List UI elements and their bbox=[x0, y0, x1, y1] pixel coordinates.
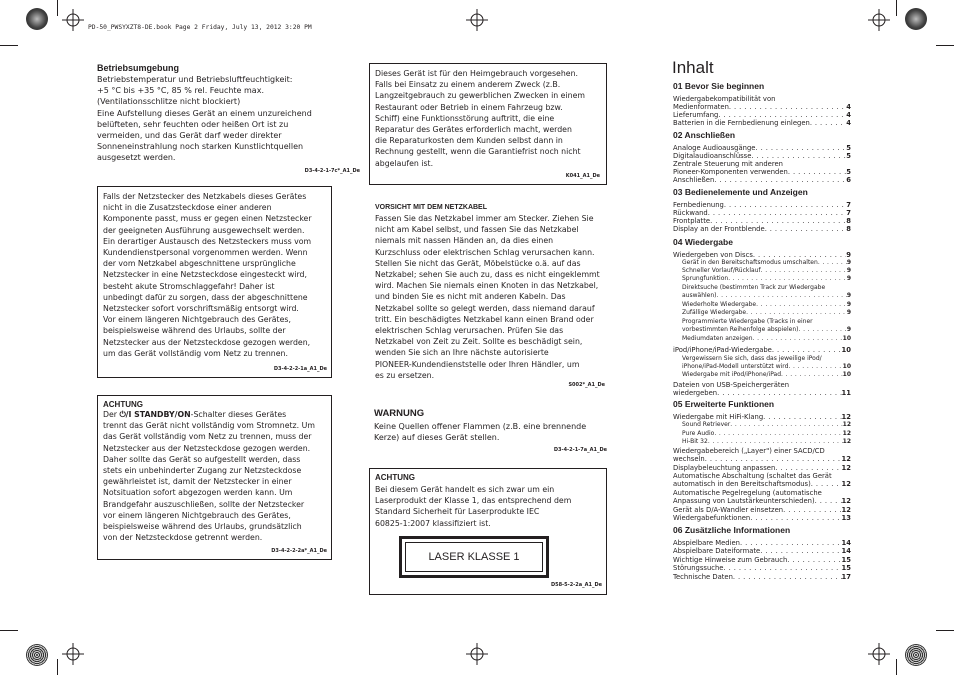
crop-tick bbox=[936, 630, 954, 631]
text-line: Netzstecker aus der Netzsteckdose gezogen werden, bbox=[103, 337, 311, 347]
toc-entry-label: Wiedergabe mit HiFi-Klang bbox=[673, 413, 764, 421]
text-line: Schiff) eine Funktionsstörung auftritt, die eine bbox=[375, 113, 555, 123]
toc-entry[interactable]: Wiedergabekompatibilität von bbox=[673, 95, 776, 103]
toc-leader bbox=[730, 421, 842, 429]
toc-entry[interactable] bbox=[673, 103, 851, 111]
text-line: beispielsweise während des Urlaubs, sollte der bbox=[103, 326, 286, 336]
crop-tick bbox=[57, 0, 58, 16]
text-line: (Ventilationsschlitze nicht blockiert) bbox=[97, 97, 241, 107]
registration-mark-top-left bbox=[62, 9, 84, 31]
toc-entry[interactable] bbox=[673, 539, 851, 547]
crop-tick bbox=[896, 0, 897, 16]
crosshair-icon bbox=[868, 9, 890, 31]
toc-entry-label: wiedergeben bbox=[673, 389, 718, 397]
toc-entry[interactable] bbox=[673, 506, 851, 514]
toc-entry-label: Technische Daten bbox=[673, 573, 733, 581]
text-fragment: -Schalter dieses Gerätes bbox=[190, 410, 287, 419]
text-line: Netzkabel von Zeit zu Zeit. Sollte es beschädigt sein, bbox=[375, 337, 583, 347]
file-header: PD-50_PWSYXZT8-DE.book Page 2 Friday, July 13, 2012 3:20 PM bbox=[88, 24, 312, 31]
toc-page: 12 bbox=[842, 430, 851, 437]
toc-page: 8 bbox=[846, 217, 851, 225]
toc-entry[interactable] bbox=[673, 144, 851, 152]
text-line: Komponente passt, muss er gegen einen Netzstecker bbox=[103, 214, 312, 224]
toc-entry[interactable] bbox=[673, 209, 851, 217]
stecker-code: D3-4-2-2-1a_A1_De bbox=[273, 366, 327, 372]
toc-entry[interactable]: Dateien von USB-Speichergeräten bbox=[673, 381, 790, 389]
toc-page: 10 bbox=[841, 346, 851, 354]
text-line: Rechnung gestellt, wenn die Garantiefrist noch nicht bbox=[375, 147, 581, 157]
toc-entry[interactable] bbox=[673, 217, 851, 225]
toc-entry[interactable] bbox=[673, 346, 851, 354]
crosshair-icon bbox=[466, 9, 488, 31]
toc-leader bbox=[755, 144, 846, 152]
toc-page: 9 bbox=[846, 309, 851, 316]
toc-entry[interactable] bbox=[682, 267, 851, 275]
text-line: nicht am Kabel selbst, und fassen Sie das Netzkabel bbox=[375, 225, 579, 235]
toc-section-06[interactable]: 06 Zusätzliche Informationen bbox=[673, 525, 791, 535]
text-line: gewährleistet ist, damit der Netzstecker in einer bbox=[103, 477, 292, 487]
toc-entry-label: Mediumdaten anzeigen bbox=[682, 335, 753, 342]
toc-entry[interactable]: Vergewissern Sie sich, dass das jeweilige iPod/ bbox=[682, 355, 822, 362]
text-line: besteht akute Stromschlaggefahr! Daher ist bbox=[103, 281, 275, 291]
toc-page: 12 bbox=[841, 455, 851, 463]
text-fragment: Der bbox=[103, 410, 120, 419]
toc-page: 8 bbox=[846, 225, 851, 233]
achtung-body bbox=[103, 409, 315, 543]
toc-entry[interactable] bbox=[673, 547, 851, 555]
text-line: tritt. Ein beschädigtes Netzkabel kann einen Brand oder bbox=[375, 314, 594, 324]
toc-entry[interactable] bbox=[682, 371, 851, 379]
toc-page: 15 bbox=[841, 556, 851, 564]
achtung-code: D3-4-2-2-2a*_A1_De bbox=[271, 548, 327, 554]
toc-page: 9 bbox=[846, 292, 851, 299]
warnung-code: D3-4-2-1-7a_A1_De bbox=[553, 447, 607, 453]
toc-entry-label: Abspielbare Dateiformate bbox=[673, 547, 761, 555]
toc-page: 9 bbox=[846, 259, 851, 266]
toc-page: 6 bbox=[846, 176, 851, 184]
toc-leader bbox=[708, 438, 843, 446]
toc-page: 12 bbox=[841, 480, 851, 488]
toc-leader bbox=[783, 506, 841, 514]
toc-entry[interactable] bbox=[682, 363, 851, 371]
toc-leader bbox=[718, 111, 846, 119]
toc-entry[interactable] bbox=[682, 259, 851, 267]
laser-heading: ACHTUNG bbox=[375, 473, 415, 482]
toc-leader bbox=[781, 371, 843, 379]
laser-class-label-inner bbox=[405, 542, 543, 572]
text-line: elektrischen Schlag verursachen. Prüfen Sie das bbox=[375, 326, 564, 336]
toc-section-05[interactable]: 05 Erweiterte Funktionen bbox=[673, 399, 775, 409]
toc-entry-label: Wiederholte Wiedergabe bbox=[682, 301, 757, 308]
toc-section-03[interactable]: 03 Bedienelemente und Anzeigen bbox=[673, 187, 808, 197]
toc-section-02[interactable]: 02 Anschließen bbox=[673, 130, 736, 140]
toc-leader bbox=[740, 539, 842, 547]
crop-tick bbox=[57, 659, 58, 675]
toc-page: 14 bbox=[841, 539, 851, 547]
text-line: Kurzschluss oder elektrischen Schlag verursachen kann. bbox=[375, 247, 595, 257]
toc-page: 5 bbox=[846, 168, 851, 176]
toc-entry-label: Wiedergeben von Discs bbox=[673, 251, 753, 259]
toc-leader bbox=[714, 176, 846, 184]
toc-page: 4 bbox=[846, 119, 851, 127]
text-line: abgelaufen ist. bbox=[375, 158, 434, 168]
toc-entry-label: Anschließen bbox=[673, 176, 715, 184]
text-line: Sonneneinstrahlung noch starken Kunstlichtquellen bbox=[97, 142, 304, 152]
toc-entry-label: Gerät als D/A-Wandler einsetzen bbox=[673, 506, 784, 514]
toc-section-01[interactable]: 01 Bevor Sie beginnen bbox=[673, 81, 765, 91]
toc-entry[interactable] bbox=[682, 421, 851, 429]
toc-entry[interactable] bbox=[673, 176, 851, 184]
toc-page: 7 bbox=[846, 201, 851, 209]
toc-entry-label: wechseln bbox=[673, 455, 705, 463]
toc-entry[interactable] bbox=[673, 119, 851, 127]
warnung-body bbox=[374, 421, 586, 443]
toc-entry[interactable]: Automatische Abschaltung (schaltet das Gerät bbox=[673, 472, 832, 480]
toc-leader bbox=[798, 326, 846, 334]
toc-entry-label: Sprungfunktion bbox=[682, 275, 729, 282]
toc-entry-label: Wichtige Hinweise zum Gebrauch bbox=[673, 556, 788, 564]
toc-page: 5 bbox=[846, 144, 851, 152]
toc-leader bbox=[746, 309, 847, 317]
text-line: Falls der Netzstecker des Netzkabels dieses Gerätes bbox=[103, 192, 307, 201]
text-line: das Gerät vollständig vom Netz zu trennen, muss der bbox=[103, 432, 312, 442]
text-line: die Reparaturkosten dem Kunden selbst dann in bbox=[375, 136, 563, 146]
toc-entry[interactable]: Automatische Pegelregelung (automatische bbox=[673, 489, 822, 497]
toc-leader bbox=[811, 480, 842, 488]
text-line: 60825-1:2007 klassifiziert ist. bbox=[375, 518, 491, 528]
text-line bbox=[103, 409, 315, 420]
toc-entry[interactable] bbox=[682, 275, 851, 283]
toc-leader bbox=[751, 152, 846, 160]
toc-entry-label: Medienformaten bbox=[673, 103, 729, 111]
toc-page: 12 bbox=[841, 497, 851, 505]
text-line: Restaurant oder Betrieb in einem Fahrzeug bzw. bbox=[375, 102, 563, 112]
crop-tick bbox=[896, 659, 897, 675]
toc-entry[interactable]: Wiedergabebereich („Layer") einer SACD/CD bbox=[673, 447, 825, 455]
text-line: es zu ersetzen. bbox=[375, 370, 435, 380]
toc-page: 9 bbox=[846, 326, 851, 333]
toc-page: 10 bbox=[842, 371, 851, 378]
text-line: vor einem längeren Nichtgebrauch des Gerätes, bbox=[103, 510, 291, 520]
text-line: Netzstecker in eine Netzsteckdose eingesteckt wird, bbox=[103, 270, 307, 280]
text-line: Stellen Sie nicht das Gerät, Möbelstücke o.ä. auf das bbox=[375, 258, 581, 268]
text-line: und binden Sie es nicht mit anderen Kabeln. Das bbox=[375, 292, 566, 302]
text-line: Langzeitgebrauch zu gewerblichen Zwecken in einem bbox=[375, 91, 585, 101]
toc-entry-label: Anpassung von Lautstärkeunterschieden) bbox=[673, 497, 815, 505]
color-swatch-bottom-left bbox=[26, 644, 48, 666]
toc-entry[interactable]: Zentrale Steuerung mit anderen bbox=[673, 160, 783, 168]
toc-page: 12 bbox=[842, 421, 851, 428]
toc-leader bbox=[705, 455, 842, 463]
text-line: belüfteten, sehr feuchten oder heißen Ort ist zu bbox=[97, 119, 289, 129]
text-line: niemals mit nassen Händen an, da dies einen bbox=[375, 236, 554, 246]
text-line: Eine Aufstellung dieses Gerät an einem unzureichend bbox=[97, 108, 312, 118]
toc-page: 5 bbox=[846, 152, 851, 160]
toc-entry-label: Lieferumfang bbox=[673, 111, 719, 119]
toc-leader bbox=[708, 209, 847, 217]
laser-body bbox=[375, 484, 571, 529]
toc-entry[interactable] bbox=[673, 573, 851, 581]
text-line: Fassen Sie das Netzkabel immer am Stecker. Ziehen Sie bbox=[375, 214, 594, 223]
toc-page: 15 bbox=[841, 564, 851, 572]
toc-page: 9 bbox=[846, 267, 851, 274]
text-line: Kundendienstpersonal vorgenommen werden. Wenn bbox=[103, 248, 308, 258]
toc-page: 13 bbox=[841, 514, 851, 522]
text-line: unbedingt dafür zu sorgen, dass der abgeschnittene bbox=[103, 292, 308, 302]
betrieb-code: D3-4-2-1-7c*_A1_De bbox=[304, 168, 360, 174]
toc-page: 12 bbox=[841, 464, 851, 472]
toc-entry-label: Batterien in die Fernbedienung einlegen bbox=[673, 119, 810, 127]
toc-entry-label: auswählen) bbox=[682, 292, 717, 299]
toc-entry[interactable] bbox=[673, 389, 851, 397]
toc-entry[interactable] bbox=[673, 497, 851, 505]
text-line: Netzstecker sofort vorschriftsmäßig entsorgt wird. bbox=[103, 304, 299, 314]
crop-tick bbox=[0, 45, 18, 46]
toc-leader bbox=[787, 556, 841, 564]
toc-entry[interactable] bbox=[682, 292, 851, 300]
toc-entry-label: Fernbedienung bbox=[673, 201, 724, 209]
text-line: vermeiden, und das Gerät darf weder direkter bbox=[97, 131, 282, 141]
toc-entry[interactable] bbox=[682, 438, 851, 446]
text-line: stets ein unbehinderter Zugang zur Netzsteckdose bbox=[103, 466, 302, 476]
toc-leader bbox=[788, 363, 842, 371]
toc-entry[interactable] bbox=[673, 168, 851, 176]
toc-page: 12 bbox=[841, 413, 851, 421]
toc-entry-label: Sound Retriever bbox=[682, 421, 731, 428]
text-line: von der Netzsteckdose getrennt werden. bbox=[103, 533, 263, 543]
text-line: beispielsweise während des Urlaubs, grundsätzlich bbox=[103, 522, 302, 532]
toc-leader bbox=[756, 301, 847, 309]
crosshair-icon bbox=[62, 643, 84, 665]
toc-leader bbox=[729, 103, 846, 111]
crop-tick bbox=[936, 45, 954, 46]
text-line: Vor einem längeren Nichtgebrauch des Gerätes, bbox=[103, 315, 291, 325]
toc-leader bbox=[753, 335, 843, 343]
text-line: um das Gerät vollständig vom Netz zu trennen. bbox=[103, 348, 288, 358]
toc-entry[interactable]: Programmierte Wiedergabe (Tracks in einer bbox=[682, 318, 813, 325]
crosshair-icon bbox=[868, 643, 890, 665]
text-line: Netzkabel sollte so gelegt werden, dass niemand darauf bbox=[375, 303, 595, 313]
toc-entry[interactable] bbox=[682, 309, 851, 317]
toc-leader bbox=[761, 267, 847, 275]
registration-mark-bottom-right bbox=[868, 643, 890, 665]
toc-leader bbox=[724, 201, 846, 209]
stecker-body bbox=[103, 191, 312, 359]
toc-entry-label: Display an der Frontblende bbox=[673, 225, 765, 233]
text-line: Betriebstemperatur und Betriebsluftfeuchtigkeit: bbox=[97, 75, 293, 84]
toc-entry[interactable] bbox=[682, 430, 851, 438]
toc-leader bbox=[714, 430, 842, 438]
heim-code: K041_A1_De bbox=[565, 173, 600, 179]
toc-entry[interactable] bbox=[673, 152, 851, 160]
text-line: nicht in die Zusatzsteckdose einer anderen bbox=[103, 203, 272, 213]
text-line: Laserprodukt der Klasse 1, das entsprechend dem bbox=[375, 496, 572, 506]
toc-entry-label: Pioneer-Komponenten verwenden bbox=[673, 168, 788, 176]
toc-entry[interactable] bbox=[673, 480, 851, 488]
toc-entry-label: Frontplatte bbox=[673, 217, 711, 225]
toc-entry[interactable] bbox=[673, 251, 851, 259]
toc-entry-label: Analoge Audioausgänge bbox=[673, 144, 756, 152]
toc-entry-label: Gerät in den Bereitschaftsmodus umschalten bbox=[682, 259, 818, 266]
toc-leader bbox=[772, 346, 842, 354]
toc-entry-label: Wiedergabe mit iPod/iPhone/iPad bbox=[682, 371, 782, 378]
toc-page: 11 bbox=[841, 389, 851, 397]
vorsicht-heading: VORSICHT MIT DEM NETZKABEL bbox=[375, 204, 487, 211]
toc-leader bbox=[810, 119, 846, 127]
text-line: Bei diesem Gerät handelt es sich zwar um ein bbox=[375, 485, 555, 494]
toc-page: 9 bbox=[846, 301, 851, 308]
text-line: Netzkabel; sehen Sie auch zu, dass es nicht eingeklemmt bbox=[375, 270, 600, 280]
toc-leader bbox=[723, 564, 841, 572]
toc-entry-label: Störungssuche bbox=[673, 564, 724, 572]
toc-entry[interactable] bbox=[673, 413, 851, 421]
text-line: Kerze) auf dieses Gerät stellen. bbox=[374, 433, 500, 443]
toc-leader bbox=[760, 547, 841, 555]
toc-entry-label: Wiedergabefunktionen bbox=[673, 514, 751, 522]
registration-mark-top-right bbox=[868, 9, 890, 31]
registration-mark-bottom-center bbox=[466, 643, 488, 665]
toc-entry[interactable] bbox=[673, 514, 851, 522]
toc-entry-label: Schneller Vorlauf/Rücklauf bbox=[682, 267, 761, 274]
toc-leader bbox=[815, 497, 842, 505]
text-line: der geeigneten Ausführung ausgewechselt werden. bbox=[103, 225, 305, 235]
toc-leader bbox=[750, 514, 841, 522]
toc-entry-label: automatisch in den Bereitschaftsmodus) bbox=[673, 480, 811, 488]
text-line: ausgesetzt werden. bbox=[97, 153, 176, 163]
toc-page: 17 bbox=[841, 573, 851, 581]
betrieb-heading: Betriebsumgebung bbox=[97, 63, 180, 73]
toc-leader bbox=[765, 225, 847, 233]
standby-label: ⏻/I STANDBY/ON bbox=[119, 410, 191, 419]
toc-entry[interactable] bbox=[673, 464, 851, 472]
toc-entry-label: iPhone/iPad-Modell unterstützt wird bbox=[682, 363, 789, 370]
toc-leader bbox=[763, 413, 841, 421]
toc-entry[interactable] bbox=[673, 201, 851, 209]
laser-class-label bbox=[399, 536, 549, 578]
text-line: +5 °C bis +35 °C, 85 % rel. Feuchte max. bbox=[97, 86, 264, 96]
text-line: PIONEER-Kundendienststelle oder Ihren Händler, um bbox=[375, 359, 580, 369]
toc-entry[interactable] bbox=[673, 111, 851, 119]
toc-entry-label: Displaybeleuchtung anpassen bbox=[673, 464, 776, 472]
laser-code: D58-5-2-2a_A1_De bbox=[550, 582, 602, 588]
toc-leader bbox=[788, 168, 846, 176]
toc-leader bbox=[710, 217, 846, 225]
text-line: Brandgefahr auszuschließen, sollte der Netzstecker bbox=[103, 499, 305, 509]
warnung-heading: WARNUNG bbox=[374, 408, 425, 419]
toc-entry-label: Rückwand bbox=[673, 209, 708, 217]
toc-entry-label: vorbestimmten Reihenfolge abspielen) bbox=[682, 326, 799, 333]
crop-tick bbox=[0, 630, 18, 631]
text-line: Notsituation sofort abgezogen werden kann. Um bbox=[103, 488, 293, 498]
color-swatch-bottom-right bbox=[905, 644, 927, 666]
toc-page: 10 bbox=[842, 363, 851, 370]
crosshair-icon bbox=[62, 9, 84, 31]
toc-entry[interactable] bbox=[673, 564, 851, 572]
toc-entry-label: Hi-Bit 32 bbox=[682, 438, 708, 445]
color-swatch-top-right bbox=[905, 8, 927, 30]
text-line: Daher sollte das Gerät so aufgestellt werden, dass bbox=[103, 454, 301, 464]
toc-leader bbox=[775, 464, 841, 472]
toc-entry[interactable] bbox=[673, 556, 851, 564]
text-line: Netzstecker aus der Netzsteckdose gezogen werden. bbox=[103, 443, 311, 453]
betrieb-body bbox=[97, 74, 312, 164]
text-line: wird. Machen Sie niemals einen Knoten in das Netzkabel, bbox=[375, 281, 599, 291]
toc-page: 12 bbox=[841, 506, 851, 514]
toc-entry[interactable]: Direktsuche (bestimmten Track zur Wiedergabe bbox=[682, 284, 826, 291]
toc-entry[interactable] bbox=[682, 326, 851, 334]
vorsicht-code: S002*_A1_De bbox=[568, 382, 605, 388]
toc-entry[interactable] bbox=[682, 335, 851, 343]
toc-entry[interactable] bbox=[682, 301, 851, 309]
toc-leader bbox=[818, 259, 847, 267]
toc-page: 7 bbox=[846, 209, 851, 217]
toc-leader bbox=[753, 251, 846, 259]
toc-entry-label: Abspielbare Medien bbox=[673, 539, 740, 547]
text-line: Falls bei Einsatz zu einem anderem Zweck (z.B. bbox=[375, 80, 561, 90]
toc-leader bbox=[728, 275, 847, 283]
toc-page: 9 bbox=[846, 275, 851, 282]
toc-entry-label: Zufällige Wiedergabe bbox=[682, 309, 747, 316]
toc-title: Inhalt bbox=[672, 58, 714, 77]
registration-mark-bottom-left bbox=[62, 643, 84, 665]
color-swatch-top-left bbox=[26, 8, 48, 30]
toc-page: 12 bbox=[842, 438, 851, 445]
text-line: Ein derartiger Austausch des Netzsteckers muss vom bbox=[103, 236, 312, 246]
achtung-heading: ACHTUNG bbox=[103, 400, 143, 409]
toc-leader bbox=[733, 573, 842, 581]
crosshair-icon bbox=[466, 643, 488, 665]
text-line: der vom Netzkabel abgeschnittene ursprüngliche bbox=[103, 259, 296, 269]
text-line: Reparatur des Gerätes erforderlich macht, werden bbox=[375, 125, 572, 135]
toc-entry-label: iPod/iPhone/iPad-Wiedergabe bbox=[673, 346, 772, 354]
toc-entry-label: Digitalaudioanschlüsse bbox=[673, 152, 752, 160]
text-line: trennt das Gerät nicht vollständig vom Stromnetz. Um bbox=[103, 421, 315, 431]
toc-entry[interactable] bbox=[673, 455, 851, 463]
text-line: Standard Sicherheit für Laserprodukte IEC bbox=[375, 507, 540, 517]
toc-page: 10 bbox=[842, 335, 851, 342]
text-line: Keine Quellen offener Flammen (z.B. eine brennende bbox=[374, 422, 587, 431]
registration-mark-top-center bbox=[466, 9, 488, 31]
heim-body bbox=[375, 68, 585, 169]
laser-class-text: LASER KLASSE 1 bbox=[428, 551, 520, 563]
text-line: Dieses Gerät ist für den Heimgebrauch vorgesehen. bbox=[375, 69, 578, 78]
toc-page: 4 bbox=[846, 103, 851, 111]
toc-page: 14 bbox=[841, 547, 851, 555]
vorsicht-body bbox=[375, 213, 600, 381]
toc-entry[interactable] bbox=[673, 225, 851, 233]
toc-page: 9 bbox=[846, 251, 851, 259]
toc-page: 4 bbox=[846, 111, 851, 119]
toc-leader bbox=[717, 389, 841, 397]
text-line: wenden Sie sich an Ihre nächste autorisierte bbox=[375, 348, 549, 358]
toc-section-04[interactable]: 04 Wiedergabe bbox=[673, 237, 733, 247]
toc-entry-label: Pure Audio bbox=[682, 430, 715, 437]
toc-leader bbox=[717, 292, 847, 300]
